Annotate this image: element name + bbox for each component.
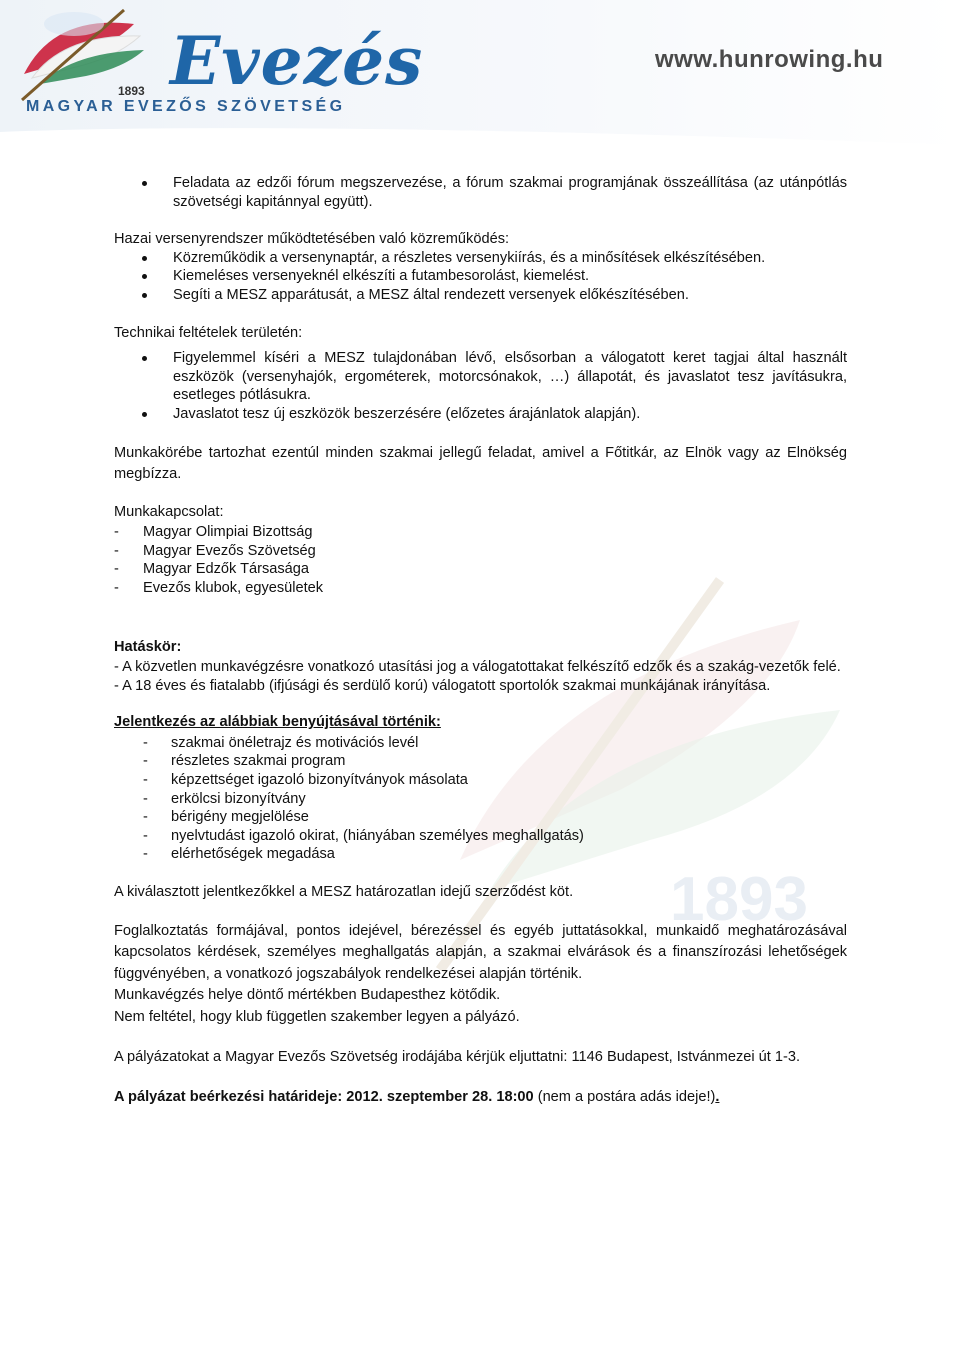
hataskor-line: - A 18 éves és fiatalabb (ifjúsági és serdülő korú) válogatott sportolók szakmai munkájának irányítása.: [114, 677, 771, 694]
list-item: - nyelvtudást igazoló okirat, (hiányában személyes meghallgatás): [114, 827, 847, 846]
section-heading-hazai: Hazai versenyrendszer működtetésében való közreműködés:: [114, 231, 510, 248]
page-header: [0, 0, 960, 150]
list-item: Feladata az edzői fórum megszervezése, a fórum szakmai programjának összeállítása (az utánpótlás szövetségi kapitánnyal együtt).: [114, 174, 847, 211]
website-url[interactable]: www.hunrowing.hu: [655, 46, 884, 73]
palyazatok-paragraph: A pályázatokat a Magyar Evezős Szövetség irodájába kérjük eljuttatni: 1146 Budapest, Istvánmezei út 1-3.: [114, 1049, 801, 1066]
list-item: - Evezős klubok, egyesületek: [114, 579, 847, 598]
list-item: - bérigény megjelölése: [114, 808, 847, 827]
list-item: - erkölcsi bizonyítvány: [114, 790, 847, 809]
hataskor-line: - A közvetlen munkavégzésre vonatkozó utasítási jog a válogatottakat felkészítő edzők és a szakág-vezetők felé.: [114, 659, 841, 676]
list-item: Közreműködik a versenynaptár, a részletes versenykiírás, és a minősítések elkészítésében.: [114, 249, 847, 268]
watermark-year: 1893: [670, 865, 808, 934]
munkakor-paragraph: Munkakörébe tartozhat ezentúl minden szakmai jellegű feladat, amivel a Főtitkár, az Elnök vagy az Elnökség megbízza.: [114, 444, 847, 482]
bullet-list-b: [114, 249, 847, 305]
section-heading-munkakapcsolat: Munkakapcsolat:: [114, 503, 224, 520]
list-item: Javaslatot tesz új eszközök beszerzésére (előzetes árajánlatok alapján).: [114, 405, 847, 424]
document-body: [114, 174, 847, 1106]
nem-feltetel-paragraph: Nem feltétel, hogy klub független szakember legyen a pályázó.: [114, 1008, 520, 1025]
list-item: - elérhetőségek megadása: [114, 845, 847, 864]
section-heading-jelentkezes: Jelentkezés az alábbiak benyújtásával történik:: [114, 714, 441, 731]
bullet-list-c: [114, 349, 847, 423]
hatarido-bold: A pályázat beérkezési határideje: 2012. szeptember 28. 18:00: [114, 1088, 534, 1105]
list-item: Segíti a MESZ apparátusát, a MESZ által rendezett versenyek előkészítésében.: [114, 286, 847, 305]
foglalkoztatas-paragraph: Foglalkoztatás formájával, pontos idejével, bérezéssel és egyéb juttatásokkal, munkaidő meghatározásával kapcsolatos kérdések, személyes meghallgatás alapján, a szakmai elvárások és a finanszírozási lehetőségek függvényében, a vonatkozó jogszabályok rendelkezései alapján történik.: [114, 922, 847, 982]
section-heading-technikai: Technikai feltételek területén:: [114, 324, 303, 341]
hatarido-paragraph: [114, 1088, 847, 1107]
list-item: - Magyar Olimpiai Bizottság: [114, 523, 847, 542]
list-item: - részletes szakmai program: [114, 752, 847, 771]
munkakapcsolat-list: [114, 523, 847, 597]
logo-year: 1893: [118, 84, 145, 98]
bullet-list-a: [114, 174, 847, 211]
kivalasztott-paragraph: A kiválasztott jelentkezőkkel a MESZ határozatlan idejű szerződést köt.: [114, 884, 574, 901]
list-item: - képzettséget igazoló bizonyítványok másolata: [114, 771, 847, 790]
section-heading-hataskor: Hatáskör:: [114, 638, 182, 655]
hatarido-note: (nem a postára adás ideje!): [533, 1088, 716, 1105]
logo-title: Evezés: [170, 22, 424, 100]
jelentkezes-list: [114, 734, 847, 864]
list-item: - szakmai önéletrajz és motivációs levél: [114, 734, 847, 753]
list-item: Figyelemmel kíséri a MESZ tulajdonában lévő, elsősorban a válogatott keret tagjai által használt eszközök (versenyhajók, ergométerek, motorcsónakok, …) állapotát, és javaslatot tesz javításukra, esetleges pótlásukra.: [114, 349, 847, 405]
logo-organization: MAGYAR EVEZŐS SZÖVETSÉG: [26, 98, 346, 115]
munkavegzes-paragraph: Munkavégzés helye döntő mértékben Budapesthez kötődik.: [114, 987, 501, 1004]
hatarido-end: .: [715, 1088, 720, 1105]
list-item: - Magyar Edzők Társasága: [114, 560, 847, 579]
list-item: Kiemeléses versenyeknél elkészíti a futambesorolást, kiemelést.: [114, 267, 847, 286]
list-item: - Magyar Evezős Szövetség: [114, 542, 847, 561]
